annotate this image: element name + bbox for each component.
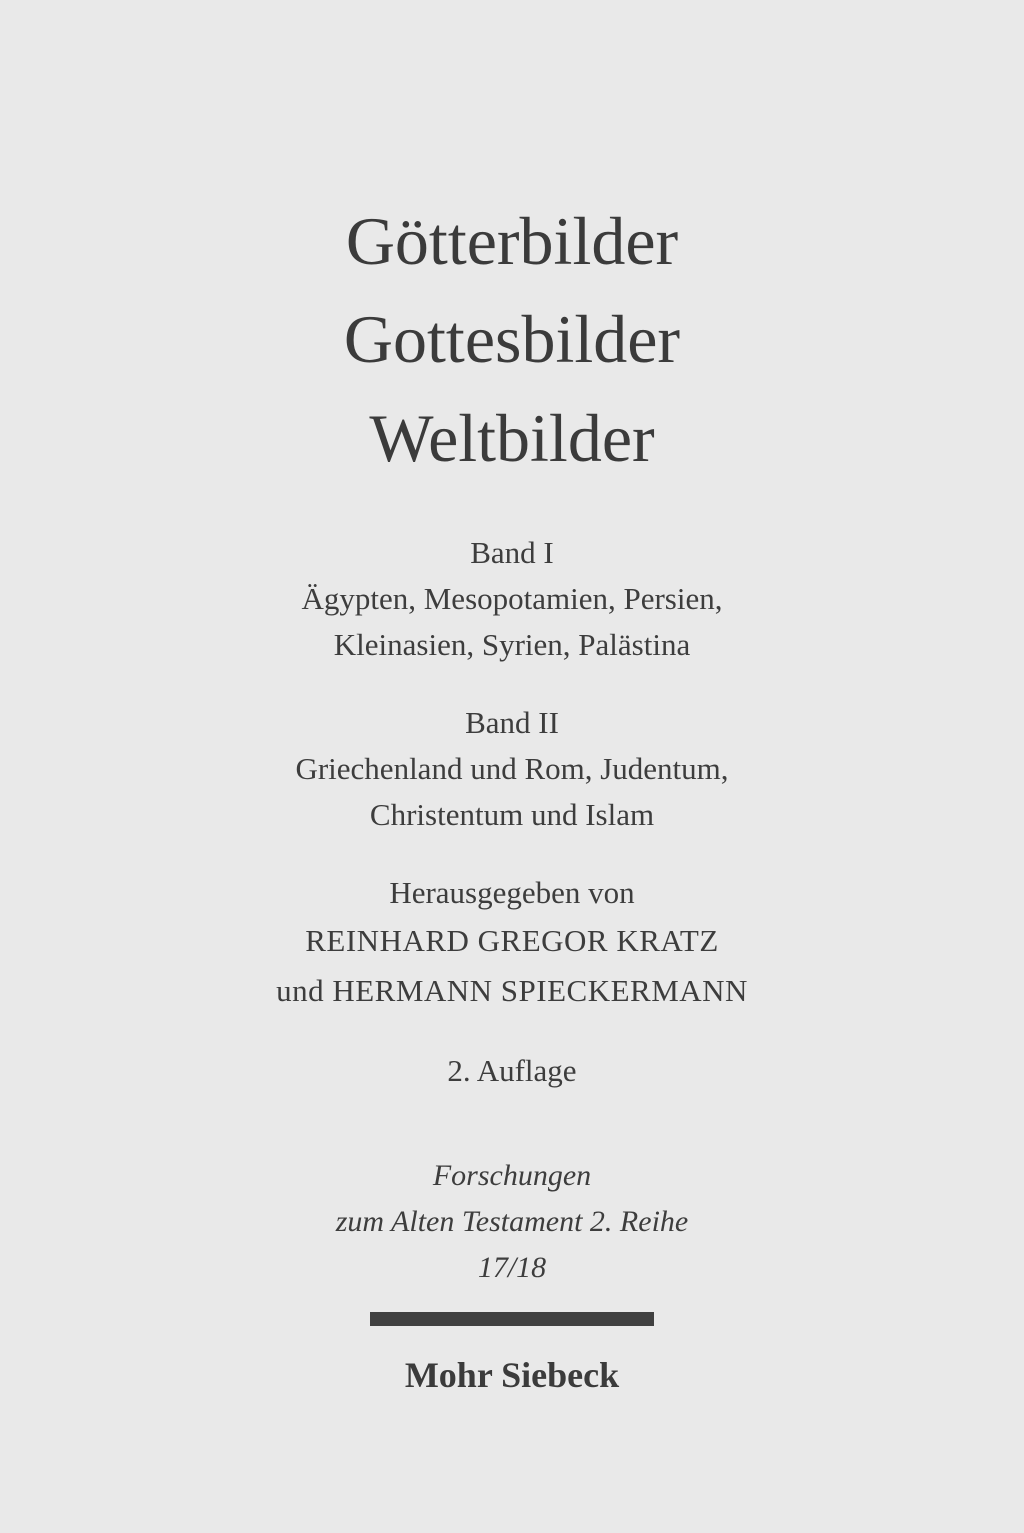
band1-label: Band I <box>470 535 554 570</box>
publisher-name: Mohr Siebeck <box>404 1355 620 1395</box>
editor-1: REINHARD GREGOR KRATZ <box>305 923 719 958</box>
divider-rule <box>370 1312 654 1326</box>
title-line-1: Götterbilder <box>345 203 679 279</box>
series-line-1: Forschungen <box>432 1159 592 1192</box>
editors-intro: Herausgegeben von <box>389 875 635 910</box>
title-line-3: Weltbilder <box>369 400 655 476</box>
band2-label: Band II <box>465 705 559 740</box>
band2-subtitle-line-2: Christentum und Islam <box>369 797 655 832</box>
editor-2: und HERMANN SPIECKERMANN <box>276 973 748 1008</box>
band2-subtitle-line-1: Griechenland und Rom, Judentum, <box>295 751 729 786</box>
series-line-2: zum Alten Testament 2. Reihe <box>335 1205 689 1238</box>
title-line-2: Gottesbilder <box>343 301 681 377</box>
band1-subtitle-line-1: Ägypten, Mesopotamien, Persien, <box>301 581 723 616</box>
series-number: 17/18 <box>477 1251 547 1284</box>
band1-subtitle-line-2: Kleinasien, Syrien, Palästina <box>333 627 691 662</box>
edition-label: 2. Auflage <box>447 1053 577 1088</box>
